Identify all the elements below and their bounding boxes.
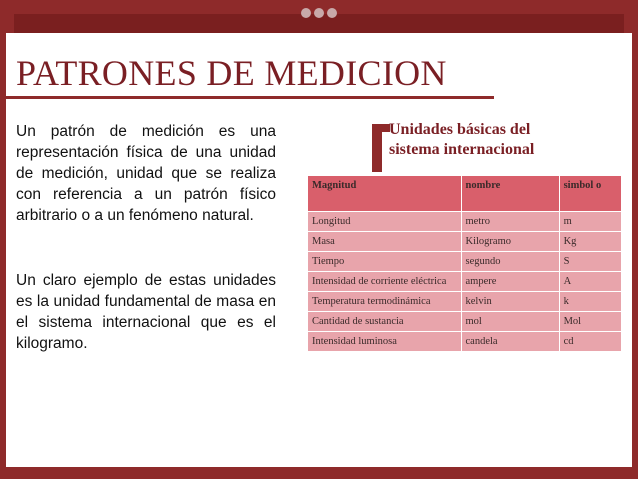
table-row bbox=[308, 232, 622, 252]
table-caption-line1: Unidades básicas del bbox=[389, 121, 531, 138]
table-row bbox=[308, 212, 622, 232]
table-caption-line2: sistema internacional bbox=[389, 141, 535, 158]
cell-nombre: ampere bbox=[461, 272, 559, 292]
dot-icon bbox=[314, 8, 324, 18]
table-header-row bbox=[308, 176, 622, 212]
cell-nombre: metro bbox=[461, 212, 559, 232]
cell-magnitud: Intensidad de corriente eléctrica bbox=[308, 272, 462, 292]
cell-simbolo: m bbox=[559, 212, 621, 232]
cell-magnitud: Cantidad de sustancia bbox=[308, 312, 462, 332]
cell-magnitud: Longitud bbox=[308, 212, 462, 232]
header-nombre: nombre bbox=[461, 176, 559, 212]
cell-simbolo: Mol bbox=[559, 312, 621, 332]
cell-nombre: segundo bbox=[461, 252, 559, 272]
definition-paragraph: Un patrón de medición es una representación física de una unidad de medición, unidad que se realiza con referencia a un patrón físico arbitrario o a un fenómeno natural. bbox=[16, 123, 276, 224]
table-row bbox=[308, 292, 622, 312]
dot-icon bbox=[301, 8, 311, 18]
header-magnitud: Magnitud bbox=[308, 176, 462, 212]
dot-icon bbox=[327, 8, 337, 18]
example-paragraph: Un claro ejemplo de estas unidades es la unidad fundamental de masa en el sistema internacional que es el kilogramo. bbox=[16, 272, 276, 352]
cell-magnitud: Temperatura termodinámica bbox=[308, 292, 462, 312]
cell-nombre: candela bbox=[461, 332, 559, 352]
cell-nombre: mol bbox=[461, 312, 559, 332]
cell-simbolo: cd bbox=[559, 332, 621, 352]
si-units-table bbox=[307, 175, 622, 352]
table-row bbox=[308, 252, 622, 272]
bracket-icon bbox=[372, 124, 384, 172]
table-caption bbox=[389, 120, 534, 160]
cell-simbolo: Kg bbox=[559, 232, 621, 252]
table-row bbox=[308, 312, 622, 332]
slide-bottom-band bbox=[0, 467, 638, 479]
slide-right-border bbox=[632, 33, 638, 467]
table-row bbox=[308, 332, 622, 352]
decorative-dots bbox=[301, 8, 337, 18]
cell-simbolo: A bbox=[559, 272, 621, 292]
cell-simbolo: k bbox=[559, 292, 621, 312]
cell-magnitud: Masa bbox=[308, 232, 462, 252]
title-underline bbox=[6, 96, 494, 99]
cell-magnitud: Intensidad luminosa bbox=[308, 332, 462, 352]
cell-nombre: Kilogramo bbox=[461, 232, 559, 252]
cell-simbolo: S bbox=[559, 252, 621, 272]
slide-title: PATRONES DE MEDICION bbox=[16, 53, 447, 93]
header-simbolo: simbol o bbox=[559, 176, 621, 212]
cell-magnitud: Tiempo bbox=[308, 252, 462, 272]
table-row bbox=[308, 272, 622, 292]
cell-nombre: kelvin bbox=[461, 292, 559, 312]
